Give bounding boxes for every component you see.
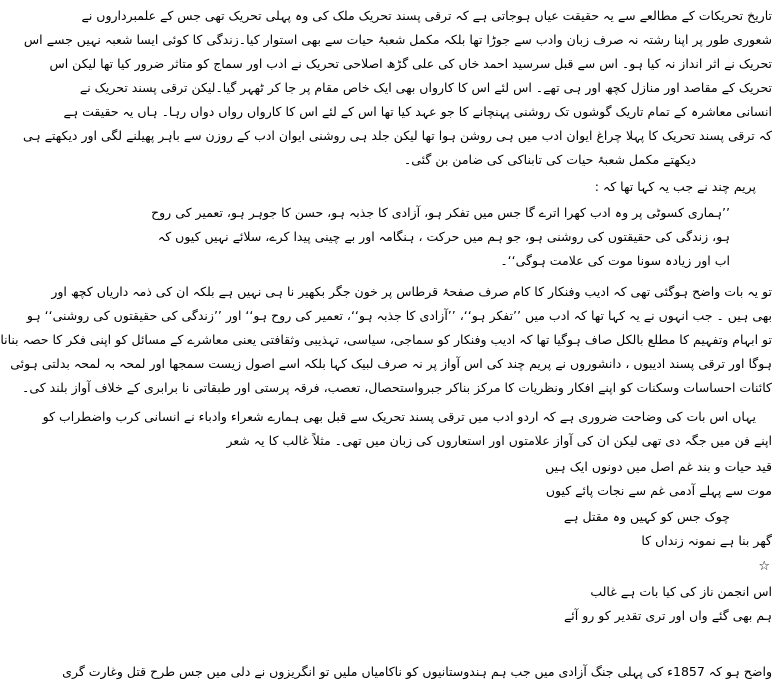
paragraph-line: تحریک کے مقاصد اور منازل کچھ اور ہی تھے۔ اس لئے اس کا کارواں بھی ایک خاص مقام پر جا کر ٹھہر گیا۔لیکن ترقی پسند تحریک نے bbox=[79, 80, 772, 95]
paragraph-line: انسانی معاشرہ کے تمام تاریک گوشوں تک روشنی پہنچانے کا جو عہد کیا تھا اس کے لئے اس کا کارواں رواں دواں رہا۔ ہاں یہ حقیقت ہے bbox=[63, 104, 772, 119]
block-quote-line: ہو، زندگی کی حقیقتوں کی روشنی ہو، جو ہم میں حرکت ، ہنگامہ اور بے چینی پیدا کرے، سلائے نہیں کیوں کہ bbox=[157, 229, 730, 244]
quote-intro: پریم چند نے جب یہ کہا تھا کہ : bbox=[594, 179, 756, 194]
verse-line: قید حیات و بند غم اصل میں دونوں ایک ہیں bbox=[545, 459, 772, 474]
paragraph-line: تو ابہام وتفہیم کا مطلع بالکل صاف ہوگیا تھا کہ ادیب وفنکار کو سماجی، سیاسی، تہذیبی وثقافتی یعنی معاشرے کے مسائل کو اپنی فکر کا حصہ بنانا bbox=[0, 332, 772, 347]
paragraph-line: واضح ہو کہ 1857ء کی پہلی جنگ آزادی میں جب ہم ہندوستانیوں کو ناکامیاں ملیں تو انگریزوں نے دلی میں جس طرح قتل وغارت گری bbox=[62, 664, 772, 679]
star-icon: ☆ bbox=[758, 559, 770, 574]
verse-line: ہم بھی گئے واں اور تری تقدیر کو رو آئے bbox=[563, 608, 772, 623]
block-quote-line: اب اور زیادہ سونا موت کی علامت ہوگی‘‘۔ bbox=[500, 253, 730, 268]
verse-line: چوک جس کو کہیں وہ مقتل ہے bbox=[563, 509, 730, 524]
star-separator bbox=[164, 557, 772, 577]
paragraph-line: ہوگا اور ترقی پسند ادیبوں ، دانشوروں نے پریم چند کی اس آواز پر نہ صرف لبیک کہا بلکہ اسے اصول زیست سمجھا اور لمحہ بہ لمحہ بدلتی ہوئی bbox=[10, 356, 772, 371]
paragraph-line: کائنات احساسات وسکنات کو اپنے افکار ونظریات کا مرکز بناکر جبرواستحصال، تعصب، فرقہ پرستی اور طبقاتی نا برابری کے خلاف آواز بلند کی۔ bbox=[22, 380, 772, 395]
verse-line: اس انجمن ناز کی کیا بات ہے غالب bbox=[590, 584, 772, 599]
block-quote-line: ’’ہماری کسوٹی پر وہ ادب کھرا اترے گا جس میں تفکر ہو، آزادی کا جذبہ ہو، حسن کا جوہر ہو، تعمیر کی روح bbox=[151, 205, 730, 220]
paragraph-line: دیکھتے مکمل شعبۂ حیات کی تابناکی کی ضامن بن گئی۔ bbox=[403, 152, 696, 167]
paragraph-line: بھی ہیں ۔ جب انہوں نے یہ کہا تھا کہ ادب میں ’’تفکر ہو‘‘، ’’آزادی کا جذبہ ہو‘‘، تعمیر کی روح ہو‘‘ اور ’’زندگی کی حقیقتوں کی روشنی‘‘ ہو bbox=[26, 308, 772, 323]
paragraph-line: یہاں اس بات کی وضاحت ضروری ہے کہ اردو ادب میں ترقی پسند تحریک سے قبل بھی ہمارے شعراء وادباء نے انسانی کرب واضطراب کو bbox=[42, 409, 756, 424]
verse-line: موت سے پہلے آدمی غم سے نجات پائے کیوں bbox=[545, 483, 772, 498]
paragraph-line: کہ ترقی پسند تحریک کا پہلا چراغ ایوان ادب میں ہی روشن ہوا تھا لیکن جلد ہی روشنی ایوان ادب کے روزن سے باہر پھیلنے لگی اور دیکھتے ہی bbox=[22, 128, 772, 143]
paragraph-line: تحریک نے اثر انداز نہ کیا ہو۔ اس سے قبل سرسید احمد خاں کی علی گڑھ اصلاحی تحریک نے ادب اور سماج کو متاثر ضرور کیا تھا لیکن اس bbox=[49, 56, 772, 71]
paragraph-line: شعوری طور پر اپنا رشتہ نہ صرف زبان وادب سے جوڑا تھا بلکہ مکمل شعبۂ حیات سے بھی استوار کیا۔زندگی کا کوئی ایسا شعبہ نہیں جسے اس bbox=[23, 32, 772, 47]
paragraph-line: تاریخ تحریکات کے مطالعے سے یہ حقیقت عیاں ہوجاتی ہے کہ ترقی پسند تحریک ملک کی وہ پہلی تحریک تھی جس کے علمبرداروں نے bbox=[81, 8, 772, 23]
verse-line: گھر بنا ہے نمونہ زنداں کا bbox=[641, 533, 772, 548]
paragraph-line: تو یہ بات واضح ہوگئی تھی کہ ادیب وفنکار کا کام صرف صفحۂ قرطاس پر خون جگر بکھیر نا ہی نہیں ہے بلکہ ان کی ذمہ داریاں کچھ اور bbox=[51, 284, 772, 299]
paragraph-line: اپنے فن میں جگہ دی تھی لیکن ان کی آواز علامتوں اور استعاروں کی زبان میں تھی۔ مثلاً غالب کا یہ شعر bbox=[226, 433, 772, 448]
